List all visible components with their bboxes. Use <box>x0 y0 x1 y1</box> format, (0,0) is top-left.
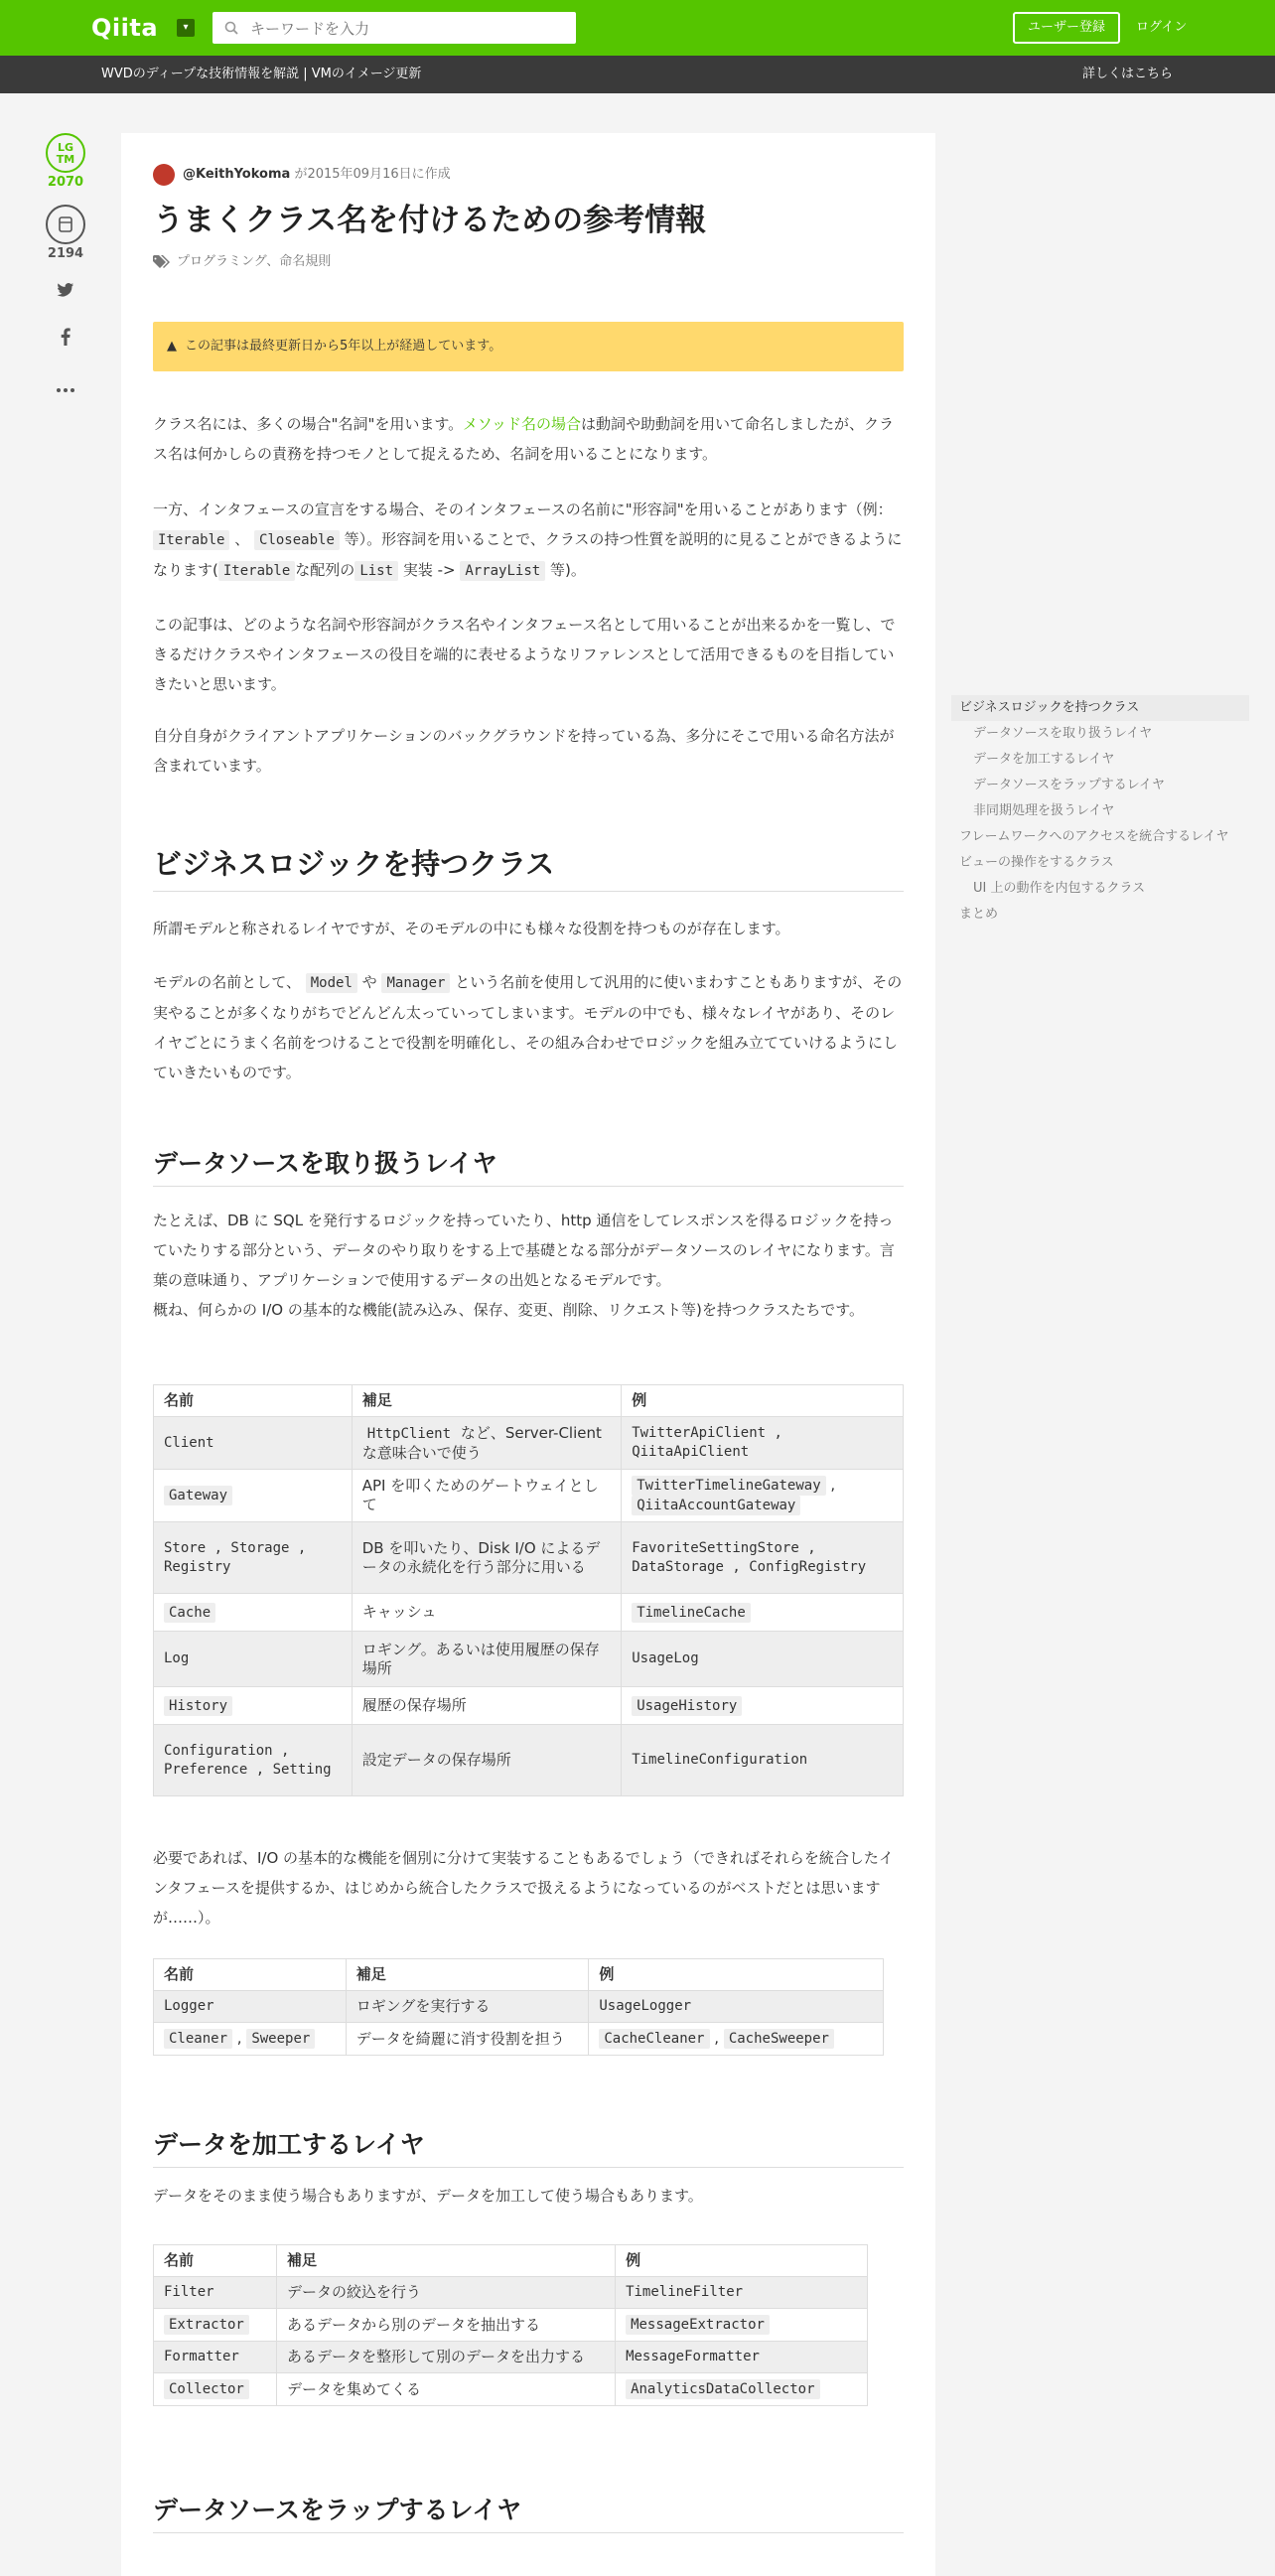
intro-paragraph-4: 自分自身がクライアントアプリケーションのバックグラウンドを持っている為、多分にそこで用いる命名方法が含まれています。 <box>153 727 895 775</box>
table-row: History 履歴の保存場所 UsageHistory <box>154 1687 904 1725</box>
lgtm-count: 2070 <box>47 175 84 190</box>
heading-wrap: データソースをラップするレイヤ <box>153 2491 904 2533</box>
ad-banner-link[interactable]: 詳しくはこちら <box>1082 67 1174 81</box>
table-row: Configuration , Preference , Setting 設定データの保存場所 TimelineConfiguration <box>154 1725 904 1796</box>
search-input[interactable] <box>248 12 570 46</box>
process-paragraph: データをそのまま使う場合もありますが、データを加工して使う場合もあります。 <box>153 2187 703 2205</box>
toc-item[interactable]: データソースを取り扱うレイヤ <box>973 726 1153 741</box>
alert-text: この記事は最終更新日から5年以上が経過しています。 <box>185 339 502 354</box>
ad-banner <box>0 56 1275 93</box>
table-row: Cleaner , Sweeper データを綺麗に消す役割を担う CacheCleaner , CacheSweeper <box>154 2023 884 2056</box>
toc-item[interactable]: データを加工するレイヤ <box>973 752 1115 767</box>
table-row: Logger ロギングを実行する UsageLogger <box>154 1991 884 2023</box>
io-paragraph: 必要であれば、I/O の基本的な機能を個別に分けて実装することもあるでしょう（できればそれらを統合したインタフェースを提供するか、はじめから統合したクラスで扱えるようになっているのがベストだとは思いますが……）。 <box>153 1849 894 1927</box>
search-icon <box>224 21 238 35</box>
toc-item[interactable]: ビューの操作をするクラス <box>959 855 1114 870</box>
table-row: Client HttpClient など、Server-Client な意味合いで使う TwitterApiClient , QiitaApiClient <box>154 1417 904 1470</box>
qiita-logo[interactable]: Qiita <box>91 14 159 42</box>
heading-datasource: データソースを取り扱うレイヤ <box>153 1144 904 1187</box>
warning-icon: ▲ <box>167 339 177 354</box>
table-header-row: 名前 補足 例 <box>154 1959 884 1991</box>
search-box <box>212 12 576 44</box>
logo-menu-chevron-down-icon[interactable]: ▾ <box>177 19 195 37</box>
table-row: Extractor あるデータから別のデータを抽出する MessageExtractor <box>154 2309 868 2342</box>
avatar[interactable] <box>153 164 175 186</box>
toc-item[interactable]: UI 上の動作を内包するクラス <box>973 881 1146 896</box>
business-paragraph-1: 所謂モデルと称されるレイヤですが、そのモデルの中にも様々な役割を持つものが存在します。 <box>153 920 790 937</box>
stock-icon <box>59 216 72 232</box>
datasource-paragraph: たとえば、DB に SQL を発行するロジックを持っていたり、http 通信をしてレスポンスを得るロジックを持っていたりする部分という、データのやり取りをする上で基礎となる部分がデータソースのレイヤになります。言葉の意味通り、アプリケーションで使用するデータの出処となるモデルです。 概ね、何らかの I/O の基本的な機能(読み込み、保存、変更、削除、リクエスト等)を持つクラスたちです。 <box>153 1212 895 1319</box>
toc-item[interactable]: フレームワークへのアクセスを統合するレイヤ <box>959 829 1229 844</box>
intro-paragraph-3: この記事は、どのような名詞や形容詞がクラス名やインタフェース名として用いることが出来るかを一覧し、できるだけクラスやインタフェースの役目を端的に表せるようなリファレンスとして活用できるものを目指していきたいと思います。 <box>153 616 896 693</box>
stock-count: 2194 <box>47 246 84 261</box>
article-body <box>121 133 935 2576</box>
more-options-icon[interactable] <box>54 375 77 399</box>
toc-item[interactable]: ビジネスロジックを持つクラス <box>951 695 1249 721</box>
toc-item[interactable]: 非同期処理を扱うレイヤ <box>973 803 1115 818</box>
datasource-table <box>153 1384 904 1796</box>
login-link[interactable]: ログイン <box>1136 20 1188 35</box>
toc-item[interactable]: まとめ <box>959 907 999 922</box>
tags-icon <box>153 255 171 269</box>
business-paragraph-2: モデルの名前として、 Model や Manager という名前を使用して汎用的に使いまわすこともありますが、その実やることが多くなりがちでどんどん太っていってしまいます。モデルの中でも、様々なレイヤがあり、そのレイヤごとにうまく名前をつけることで役割を明確化し、その組み合わせでロジックを組み立てていけるようにしていきたいものです。 <box>153 973 903 1081</box>
toc-item[interactable]: データソースをラップするレイヤ <box>973 778 1166 792</box>
table-row: Gateway API を叩くためのゲートウェイとして TwitterTimelineGateway , QiitaAccountGateway <box>154 1470 904 1522</box>
table-row: Collector データを集めてくる AnalyticsDataCollector <box>154 2373 868 2406</box>
table-of-contents <box>951 695 1249 928</box>
outdated-alert <box>153 322 904 371</box>
stock-button[interactable] <box>46 205 85 244</box>
author-line <box>153 163 451 187</box>
ad-banner-text[interactable]: WVDのディープな技術情報を解説 | VMのイメージ更新 <box>101 67 422 81</box>
table-row: Cache キャッシュ TimelineCache <box>154 1594 904 1632</box>
signup-button[interactable]: ユーザー登録 <box>1013 12 1120 44</box>
table-row: Filter データの絞込を行う TimelineFilter <box>154 2277 868 2309</box>
heading-process: データを加工するレイヤ <box>153 2125 904 2168</box>
intro-paragraph-1: クラス名には、多くの場合"名詞"を用います。メソッド名の場合は動詞や助動詞を用いて命名しましたが、クラス名は何かしらの責務を持つモノとして捉えるため、名詞を用いることになります。 <box>153 415 894 463</box>
twitter-share-icon[interactable] <box>54 281 77 305</box>
tags-text[interactable]: プログラミング、命名規則 <box>177 254 332 269</box>
intro-paragraph-2: 一方、インタフェースの宣言をする場合、そのインタフェースの名前に"形容詞"を用いることがあります（例： Iterable 、 Closeable 等）。形容詞を用いることで、クラスの持つ性質を説明的に見ることができるようになります( Iterable な配列の List 実装 -> ArrayList 等)。 <box>153 501 903 579</box>
created-date: が2015年09月16日に作成 <box>294 167 451 182</box>
table-row: Log ロギング。あるいは使用履歴の保存場所 UsageLog <box>154 1632 904 1687</box>
tag-list <box>153 250 331 274</box>
method-name-link[interactable]: メソッド名の場合 <box>463 415 581 433</box>
author-name[interactable]: @KeithYokoma <box>183 167 291 182</box>
lgtm-button[interactable]: LG TM <box>46 133 85 173</box>
process-table <box>153 2244 868 2406</box>
io-table <box>153 1958 884 2056</box>
table-row: Store , Storage , Registry DB を叩いたり、Disk I/O によるデータの永続化を行う部分に用いる FavoriteSettingStore , DataStorage , ConfigRegistry <box>154 1522 904 1594</box>
table-header-row: 名前 補足 例 <box>154 1385 904 1417</box>
table-row: Formatter あるデータを整形して別のデータを出力する MessageFormatter <box>154 2342 868 2373</box>
table-header-row: 名前 補足 例 <box>154 2245 868 2277</box>
global-header <box>0 0 1275 56</box>
page-title: うまくクラス名を付けるための参考情報 <box>153 203 707 238</box>
facebook-share-icon[interactable] <box>54 328 77 352</box>
heading-business-logic: ビジネスロジックを持つクラス <box>153 842 904 892</box>
